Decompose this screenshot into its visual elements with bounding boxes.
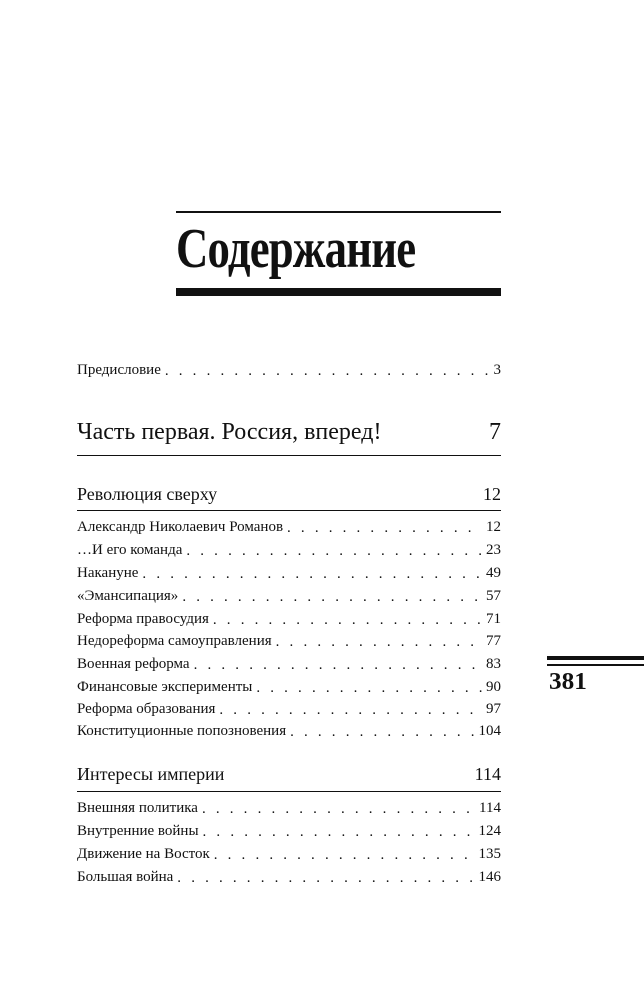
toc-entry[interactable] xyxy=(77,633,501,650)
toc-entry-label: Накануне xyxy=(77,565,139,581)
section-page: 12 xyxy=(483,484,501,504)
toc-entry-page: 114 xyxy=(479,800,501,816)
section-page: 114 xyxy=(474,764,501,784)
toc-entry[interactable] xyxy=(77,701,501,718)
leader-dots xyxy=(186,543,482,558)
leader-dots xyxy=(213,612,482,627)
section-label: Интересы империи xyxy=(77,764,225,784)
leader-dots xyxy=(142,566,482,581)
toc-entry-page: 23 xyxy=(486,542,501,558)
toc-entry-page: 97 xyxy=(486,701,501,717)
page-title: Содержание xyxy=(176,218,416,280)
toc-entry[interactable] xyxy=(77,723,501,740)
toc-entry[interactable] xyxy=(77,869,501,886)
toc-entry-page: 135 xyxy=(478,846,501,862)
leader-dots xyxy=(182,589,482,604)
leader-dots xyxy=(276,634,482,649)
toc-entry-page: 71 xyxy=(486,611,501,627)
title-top-rule xyxy=(176,211,501,213)
toc-entry-label: Реформа правосудия xyxy=(77,611,209,627)
toc-entry-page: 90 xyxy=(486,679,501,695)
toc-entry[interactable] xyxy=(77,679,501,696)
page-number: 381 xyxy=(549,669,587,695)
toc-entry-label: Конституционные попозновения xyxy=(77,723,287,739)
toc-entry[interactable] xyxy=(77,519,501,536)
folio-rule-thick xyxy=(547,656,644,660)
toc-entry-label: Военная реформа xyxy=(77,656,190,672)
toc-entry-preface[interactable] xyxy=(77,362,501,379)
toc-entry[interactable] xyxy=(77,823,501,840)
toc-entry-page: 77 xyxy=(486,633,501,649)
toc-entry[interactable] xyxy=(77,846,501,863)
toc-entry-label: …И его команда xyxy=(77,542,183,558)
toc-entry-label: Предисловие xyxy=(77,362,161,378)
toc-section-heading[interactable] xyxy=(77,484,501,505)
toc-entry-label: Александр Николаевич Романов xyxy=(77,519,284,535)
toc-entry[interactable] xyxy=(77,800,501,817)
part-rule xyxy=(77,455,501,456)
section-rule xyxy=(77,510,501,511)
leader-dots xyxy=(290,724,474,739)
toc-section-heading[interactable] xyxy=(77,764,501,785)
toc-entry-page: 83 xyxy=(486,656,501,672)
toc-entry-page: 104 xyxy=(478,723,501,739)
toc-entry[interactable] xyxy=(77,542,501,559)
leader-dots xyxy=(177,870,474,885)
toc-entry-page: 3 xyxy=(493,362,501,378)
leader-dots xyxy=(194,657,482,672)
toc-entry-label: Большая война xyxy=(77,869,174,885)
leader-dots xyxy=(165,363,490,378)
folio-rule-thin xyxy=(547,664,644,666)
toc-entry-label: Внутренние войны xyxy=(77,823,199,839)
toc-entry-page: 57 xyxy=(486,588,501,604)
leader-dots xyxy=(287,520,482,535)
toc-entry-label: Реформа образования xyxy=(77,701,216,717)
toc-entry[interactable] xyxy=(77,656,501,673)
toc-entry-label: «Эмансипация» xyxy=(77,588,179,604)
toc-entry-label: Недореформа самоуправления xyxy=(77,633,272,649)
toc-entry[interactable] xyxy=(77,588,501,605)
part-label: Часть первая. Россия, вперед! xyxy=(77,419,382,445)
part-page: 7 xyxy=(489,419,501,445)
toc-entry-page: 146 xyxy=(478,869,501,885)
toc-entry-page: 49 xyxy=(486,565,501,581)
toc-entry-page: 12 xyxy=(486,519,501,535)
title-bottom-rule xyxy=(176,288,501,296)
leader-dots xyxy=(202,801,475,816)
toc-part-heading[interactable] xyxy=(77,419,501,446)
toc-entry[interactable] xyxy=(77,611,501,628)
toc-entry-label: Движение на Восток xyxy=(77,846,210,862)
leader-dots xyxy=(203,824,475,839)
leader-dots xyxy=(256,680,482,695)
toc-entry-label: Финансовые эксперименты xyxy=(77,679,253,695)
leader-dots xyxy=(219,702,482,717)
toc-entry-page: 124 xyxy=(478,823,501,839)
leader-dots xyxy=(214,847,475,862)
toc-entry[interactable] xyxy=(77,565,501,582)
section-rule xyxy=(77,791,501,792)
section-label: Революция сверху xyxy=(77,484,218,504)
toc-entry-label: Внешняя политика xyxy=(77,800,198,816)
